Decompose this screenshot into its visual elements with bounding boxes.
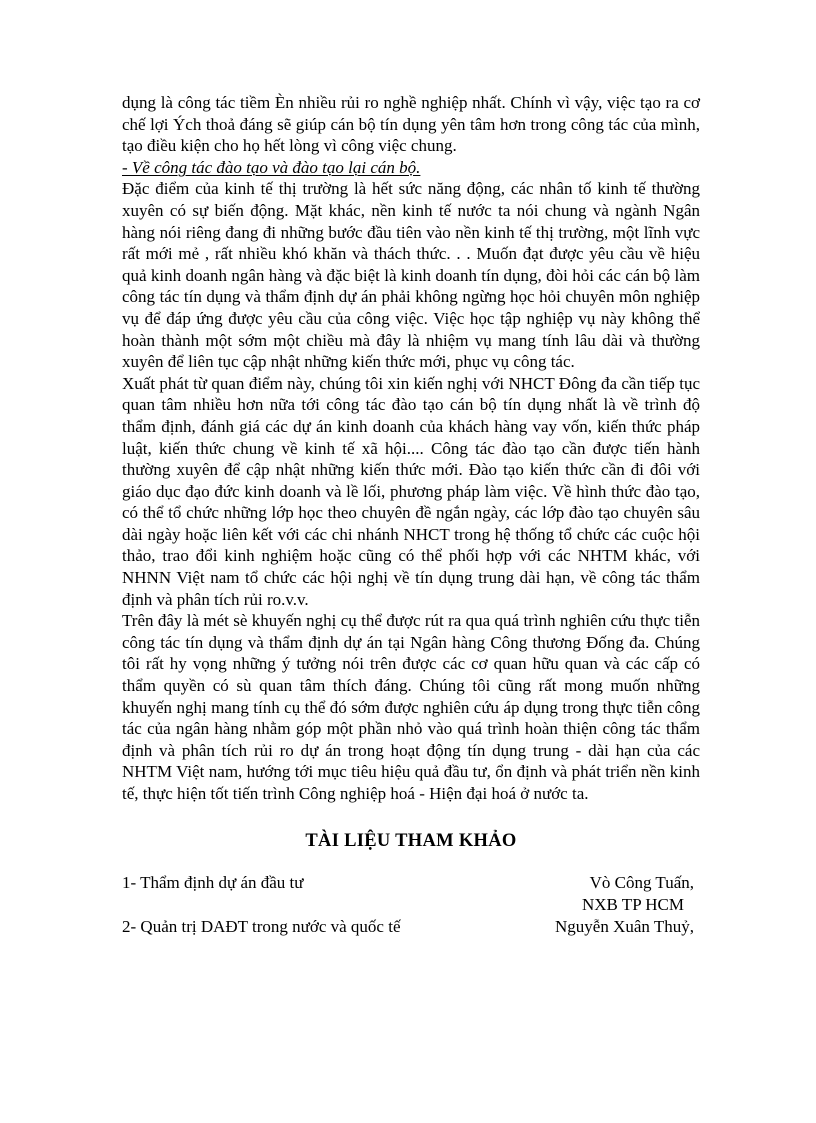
paragraph-market-economy: Đặc điểm của kinh tế thị trường là hết sức năng động, các nhân tố kinh tế thường xuyên có sự biến động. Mặt khác, nền kinh tế nước ta nói chung và ngành Ngân hàng nói riêng đang đi những bước đầu tiên vào nền kinh tế thị trường, một lĩnh vực rất mới mẻ , rất nhiều khó khăn và thách thức. . . Muốn đạt được yêu cầu về hiệu quả kinh doanh ngân hàng và đặc biệt là kinh doanh tín dụng, đòi hỏi các cán bộ làm công tác tín dụng và thẩm định dự án phải không ngừng học hỏi chuyên môn nghiệp vụ để đáp ứng được yêu cầu của công việc. Việc học tập nghiệp vụ này không thể hoàn thành một sớm một chiều mà đây là nhiệm vụ mang tính lâu dài và thường xuyên để liên tục cập nhật những kiến thức mới, phục vụ công tác. bbox=[122, 179, 700, 372]
reference-item-1 bbox=[122, 872, 700, 894]
document-page bbox=[122, 92, 700, 938]
paragraph-credit-mechanism: dụng là công tác tiềm Èn nhiều rủi ro nghề nghiệp nhất. Chính vì vậy, việc tạo ra cơ chế lợi Ých thoả đáng sẽ giúp cán bộ tín dụng yên tâm hơn trong công tác của mình, tạo điều kiện cho họ hết lòng vì công việc chung. bbox=[122, 93, 700, 156]
reference-author: Nguyễn Xuân Thuỷ, bbox=[555, 917, 694, 937]
section-heading-training: - Về công tác đào tạo và đào tạo lại cán bộ. bbox=[122, 157, 421, 177]
reference-title: 1- Thẩm định dự án đầu tư bbox=[122, 873, 304, 893]
reference-item-1-publisher-row bbox=[122, 894, 700, 916]
references-title: TÀI LIỆU THAM KHẢO bbox=[305, 830, 517, 851]
reference-item-2 bbox=[122, 916, 700, 938]
paragraph-conclusion: Trên đây là mét sè khuyến nghị cụ thể được rút ra qua quá trình nghiên cứu thực tiễn công tác tín dụng và thẩm định dự án tại Ngân hàng Công thương Đống đa. Chúng tôi rất hy vọng những ý tưởng nói trên được các cơ quan hữu quan và các cấp có thẩm quyền có sù quan tâm thích đáng. Chúng tôi cũng rất mong muốn những khuyến nghị mang tính cụ thể đó sớm được nghiên cứu áp dụng trong thực tiễn công tác của ngân hàng nhằm góp một phần nhỏ vào quá trình hoàn thiện công tác thẩm định và phân tích rủi ro dự án trong hoạt động tín dụng trung - dài hạn của các NHTM Việt nam, hướng tới mục tiêu hiệu quả đầu tư, ổn định và phát triển nền kinh tế, thực hiện tốt tiến trình Công nghiệp hoá - Hiện đại hoá ở nước ta. bbox=[122, 611, 700, 803]
reference-title: 2- Quản trị DAĐT trong nước và quốc tế bbox=[122, 917, 401, 937]
paragraph-recommendation: Xuất phát từ quan điểm này, chúng tôi xin kiến nghị với NHCT Đông đa cần tiếp tục quan tâm nhiều hơn nữa tới công tác đào tạo cán bộ tín dụng nhất là về trình độ thẩm định, đánh giá các dự án kinh doanh của khách hàng vay vốn, kiến thức pháp luật, kiến thức chung về kinh tế xã hội.... Công tác đào tạo cần được tiến hành thường xuyên để cập nhật những kiến thức mới. Đào tạo kiến thức cần đi đôi với giáo dục đạo đức kinh doanh và lề lối, phương pháp làm việc. Về hình thức đào tạo, có thể tổ chức những lớp học theo chuyên đề ngắn ngày, các lớp đào tạo chuyên sâu dài ngày hoặc liên kết với các chi nhánh NHCT trong hệ thống tổ chức các cuộc hội thảo, trao đổi kinh nghiệm hoặc cũng có thể phối hợp với các NHTM khác, với NHNN Việt nam tổ chức các hội nghị về tín dụng trung dài hạn, về công tác thẩm định và phân tích rủi ro.v.v. bbox=[122, 373, 700, 609]
reference-publisher: NXB TP HCM bbox=[581, 895, 684, 915]
reference-author: Vò Công Tuấn, bbox=[589, 873, 694, 893]
